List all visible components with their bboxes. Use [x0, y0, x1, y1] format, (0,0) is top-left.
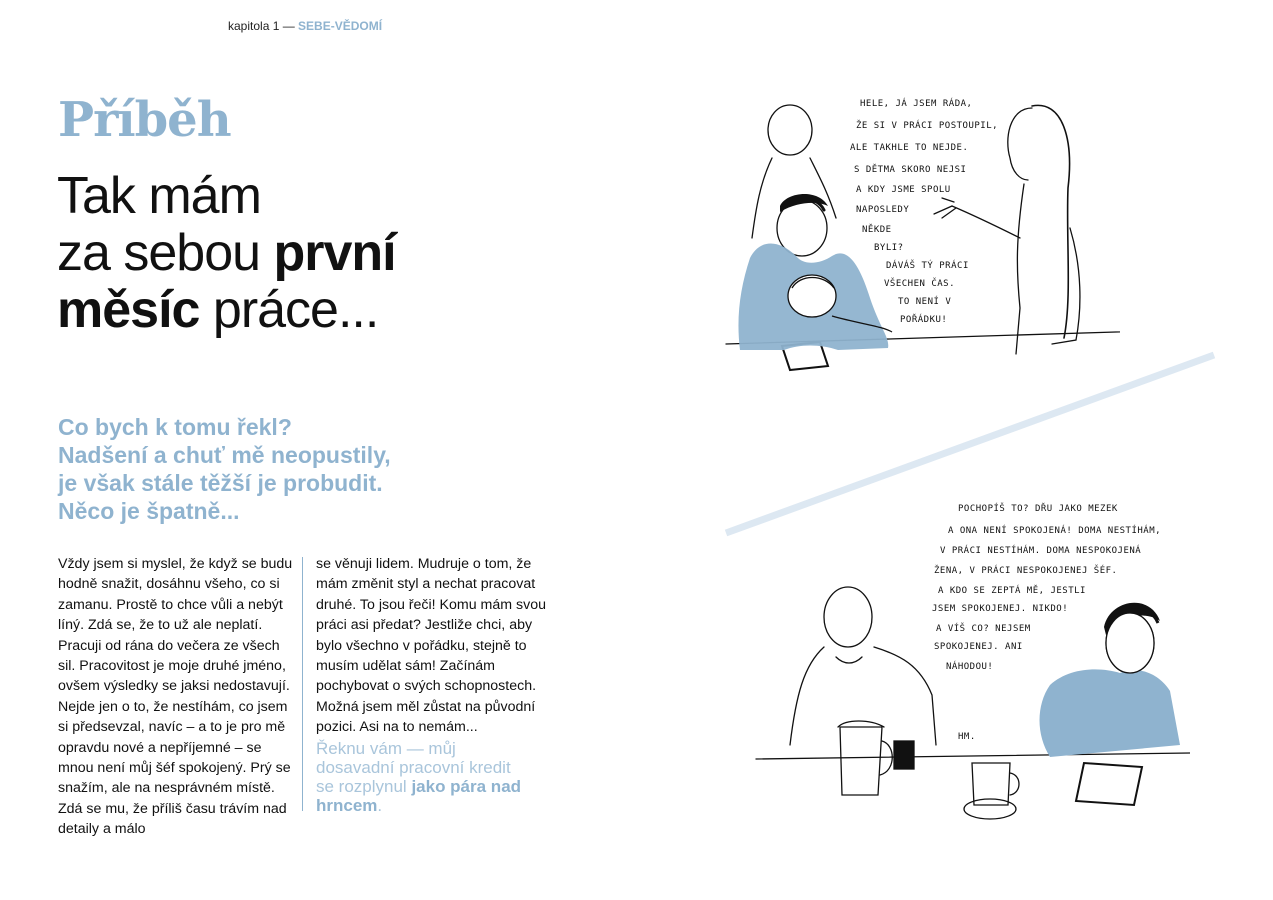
beer-mug-icon	[840, 727, 882, 795]
svg-text:A ONA NENÍ SPOKOJENÁ! DOMA NES: A ONA NENÍ SPOKOJENÁ! DOMA NESTÍHÁM,	[948, 526, 1162, 536]
svg-text:NÁHODOU!: NÁHODOU!	[946, 662, 994, 672]
svg-text:DÁVÁŠ TÝ PRÁCI: DÁVÁŠ TÝ PRÁCI	[886, 261, 969, 271]
mother-face	[1008, 108, 1032, 180]
headline-line-3	[57, 282, 497, 339]
running-header	[228, 19, 382, 33]
headline	[57, 168, 497, 339]
svg-text:NAPOSLEDY: NAPOSLEDY	[856, 205, 910, 215]
svg-text:POCHOPÍŠ TO? DŘU JAKO MEZEK: POCHOPÍŠ TO? DŘU JAKO MEZEK	[958, 504, 1118, 514]
body-column-1: Vždy jsem si myslel, že když se budu hodně snažit, dosáhnu všeho, co si zamanu. Prostě to chce vůli a nebýt líný. Zdá se, že to už ale neplatí. Pracuji od rána do večera ze všech sil. Pracovitost je moje druhé jméno, ovšem výsledky se jaksi nedostavují. Nejde jen o to, že nestíhám, co jsem si předsevzal, navíc – a to je pro mě opravdu nové a nepříjemné – se mnou není můj šéf spokojený. Prý se snažím, ale na nesprávném místě. Zdá se mu, že příliš času trávím nad detaily a málo	[58, 556, 293, 838]
headline-line-3-plain: práce...	[199, 281, 379, 339]
subhead-line: Nadšení a chuť mě neopustily,	[58, 442, 391, 468]
body-column-2: se věnuji lidem. Mudruje o tom, že mám změnit styl a nechat pracovat druhé. To jsou řeči! Komu mám svou práci asi předat? Jestliže chci, aby bylo všechno v pořádku, stejně to musím udělat sám! Začínám pochybovat o svých schopnostech. Možná jsem měl zůstat na původní pozici. Asi na to nemám...	[316, 556, 546, 736]
subheadline	[58, 413, 458, 525]
pull-quote-plain: Řeknu vám — můj dosavadní pracovní kredit se rozplynul	[316, 739, 511, 796]
subhead-line: Něco je špatně...	[58, 498, 240, 524]
svg-text:BYLI?: BYLI?	[874, 243, 904, 253]
headline-line-2-plain: za sebou	[57, 224, 274, 282]
svg-text:V PRÁCI NESTÍHÁM. DOMA NESPOKO: V PRÁCI NESTÍHÁM. DOMA NESPOKOJENÁ	[940, 546, 1142, 556]
chapter-label: kapitola 1 —	[228, 19, 295, 33]
svg-text:NĚKDE: NĚKDE	[862, 225, 892, 235]
child-head	[768, 105, 812, 155]
svg-text:SPOKOJENEJ. ANI: SPOKOJENEJ. ANI	[934, 642, 1023, 652]
pull-quote-bold: jako pára nad hrncem	[316, 777, 522, 815]
svg-text:A KDO SE ZEPTÁ MĚ, JESTLI: A KDO SE ZEPTÁ MĚ, JESTLI	[938, 586, 1086, 596]
pull-quote-end: .	[377, 796, 383, 815]
subhead-line: Co bych k tomu řekl?	[58, 414, 292, 440]
svg-text:TO NENÍ V: TO NENÍ V	[898, 297, 952, 307]
svg-text:ŽE SI V PRÁCI POSTOUPIL,: ŽE SI V PRÁCI POSTOUPIL,	[856, 121, 999, 131]
svg-text:ŽENA, V PRÁCI NESPOKOJENEJ ŠÉF: ŽENA, V PRÁCI NESPOKOJENEJ ŠÉF.	[934, 566, 1118, 576]
svg-text:JSEM SPOKOJENEJ. NIKDO!: JSEM SPOKOJENEJ. NIKDO!	[932, 604, 1069, 614]
story-label: Příběh	[58, 92, 231, 148]
svg-text:ALE TAKHLE TO NEJDE.: ALE TAKHLE TO NEJDE.	[850, 143, 969, 153]
left-man-body	[790, 647, 936, 745]
speech-text-top	[850, 97, 998, 325]
subhead-line: je však stále těžší je probudit.	[58, 470, 383, 496]
svg-text:A VÍŠ CO? NEJSEM: A VÍŠ CO? NEJSEM	[936, 624, 1031, 634]
svg-text:VŠECHEN ČAS.: VŠECHEN ČAS.	[884, 279, 956, 289]
headline-line-3-bold: měsíc	[57, 281, 200, 339]
tablet-icon	[1076, 763, 1142, 805]
headline-line-2	[57, 225, 497, 282]
svg-text:S DĚTMA SKORO NEJSI: S DĚTMA SKORO NEJSI	[854, 165, 967, 175]
pub-illustration	[750, 495, 1190, 825]
right-man-shirt	[1040, 669, 1181, 757]
phone-icon	[894, 741, 914, 769]
left-man-head	[824, 587, 872, 647]
headline-line-2-bold: první	[273, 224, 396, 282]
family-illustration	[720, 88, 1120, 388]
mother-body	[1016, 184, 1024, 354]
headline-line-1: Tak mám	[57, 167, 261, 225]
mother-arm	[952, 206, 1020, 238]
svg-text:HM.: HM.	[958, 732, 976, 742]
bar-counter	[756, 753, 1190, 759]
svg-text:HELE, JÁ JSEM RÁDA,: HELE, JÁ JSEM RÁDA,	[860, 99, 973, 109]
column-divider	[302, 557, 303, 811]
svg-text:POŘÁDKU!: POŘÁDKU!	[900, 315, 948, 325]
pull-quote	[316, 739, 531, 815]
section-label: SEBE-VĚDOMÍ	[298, 19, 383, 33]
svg-text:A KDY JSME SPOLU: A KDY JSME SPOLU	[856, 185, 951, 195]
